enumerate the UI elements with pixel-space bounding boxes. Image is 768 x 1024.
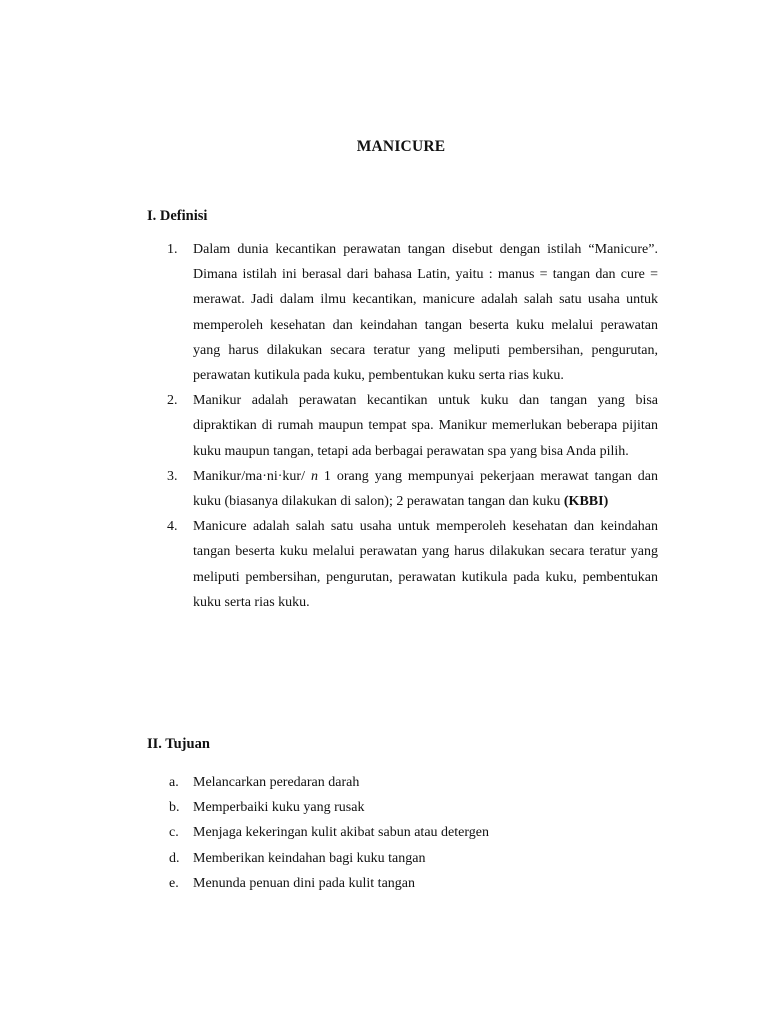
definition-item [147,514,658,615]
goal-text: Memberikan keindahan bagi kuku tangan [193,850,426,866]
list-number: 1. [167,242,178,257]
kbbi-source: (KBBI) [563,494,609,510]
goal-item [147,871,658,896]
definition-text: Manikur/ma·ni·kur/ [193,468,311,484]
goal-item [147,770,658,795]
list-letter: d. [169,850,180,866]
goal-item [147,846,658,871]
definition-text: Manikur adalah perawatan kecantikan untuk kuku dan tangan yang bisa dipraktikan di rumah maupun tempat spa. Manikur memerlukan beberapa pijitan kuku maupun tangan, tetapi ada berbagai perawatan spa yang bisa Anda pilih. [193,393,658,459]
list-number: 3. [167,468,178,484]
goals-list [147,770,658,896]
definition-list [147,237,658,615]
list-letter: b. [169,800,180,816]
list-number: 4. [167,519,178,535]
definition-text: Dalam dunia kecantikan perawatan tangan disebut dengan istilah “Manicure”. Dimana istilah ini berasal dari bahasa Latin, yaitu : manus = tangan dan cure = merawat. Jadi dalam ilmu kecantikan, manicure adalah salah satu usaha untuk memperoleh kesehatan dan keindahan tangan beserta kuku melalui perawatan yang harus dilakukan secara teratur yang meliputi pembersihan, pengurutan, perawatan kutikula pada kuku, pembentukan kuku serta rias kuku. [193,242,658,384]
word-class-marker: n [310,468,318,484]
list-letter: a. [169,775,179,790]
definition-text-continued: 1 orang yang mempunyai pekerjaan merawat tangan dan kuku (biasanya dilakukan di salon); 2 perawatan tangan dan kuku [193,468,658,510]
definition-text: Manicure adalah salah satu usaha untuk memperoleh kesehatan dan keindahan tangan beserta kuku melalui perawatan yang harus dilakukan secara teratur yang meliputi pembersihan, pengurutan, perawatan kutikula pada kuku, pembentukan kuku serta rias kuku. [193,519,658,610]
goal-text: Menjaga kekeringan kulit akibat sabun atau detergen [193,825,489,841]
definition-item [147,237,658,388]
goal-text: Memperbaiki kuku yang rusak [193,800,365,816]
goal-text: Melancarkan peredaran darah [193,775,360,790]
section-heading-definisi: I. Definisi [147,208,208,224]
section-heading-tujuan: II. Tujuan [147,736,210,752]
goal-text: Menunda penuan dini pada kulit tangan [193,875,415,891]
definition-item [147,388,658,464]
list-letter: e. [169,875,179,891]
list-letter: c. [169,825,179,841]
list-number: 2. [167,393,178,409]
goal-item [147,795,658,820]
definition-item [147,464,658,514]
page-title: MANICURE [356,138,446,155]
goal-item [147,820,658,845]
